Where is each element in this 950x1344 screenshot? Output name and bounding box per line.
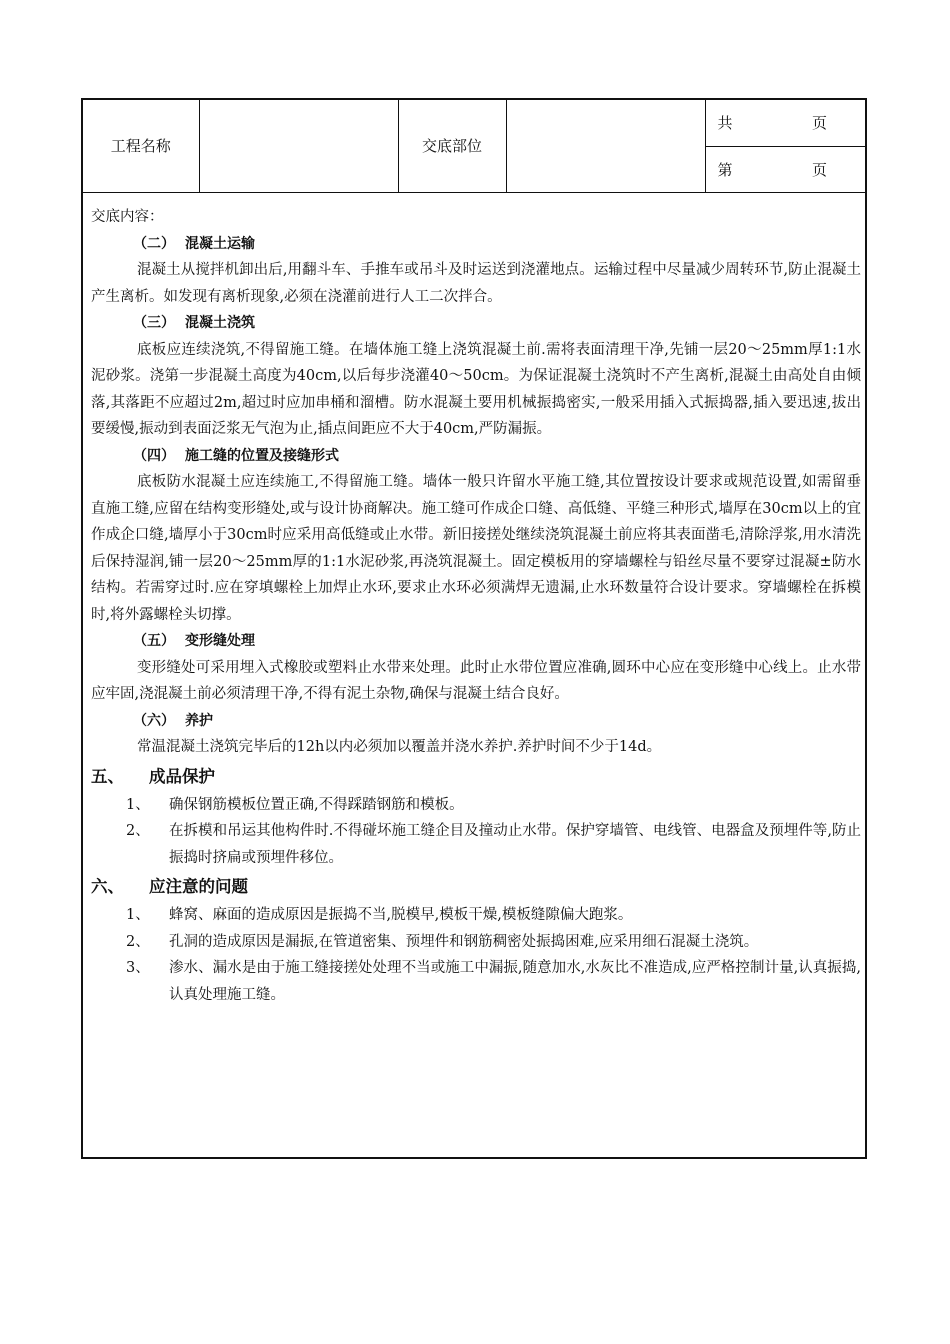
section-number: 六、	[91, 877, 124, 896]
list-item-number: 2、	[126, 823, 150, 839]
subsection-number: （三）	[133, 315, 175, 331]
part-field[interactable]	[506, 100, 705, 192]
disclosure-content	[91, 204, 861, 1008]
subsection-title: 施工缝的位置及接缝形式	[185, 447, 339, 464]
total-pages-label-a: 共	[717, 114, 733, 133]
total-pages-cell	[705, 100, 865, 146]
list-item	[91, 929, 861, 956]
subsection-title: 混凝土浇筑	[185, 315, 255, 331]
list-item-number: 2、	[126, 933, 150, 950]
subsection-text: 底板防水混凝土应连续施工,不得留施工缝。墙体一般只许留水平施工缝,其位置按设计要求或规范设置,如需留垂直施工缝,应留在结构变形缝处,或与设计协商解决。施工缝可作成企口缝、高低缝、平缝三种形式,墙厚在30cm以上的宜作成企口缝,墙厚小于30cm时应采用高低缝或止水带。新旧接搓处继续浇筑混凝土前应将其表面凿毛,清除浮浆,用水清洗后保持湿润,铺一层20～25mm厚的1:1水泥砂浆,再浇筑混凝土。固定模板用的穿墙螺栓与铅丝尽量不要穿过混凝±防水结构。若需穿过时.应在穿填螺栓上加焊止水环,要求止水环必须满焊无遗漏,止水环数量符合设计要求。穿墙螺栓在拆模时,将外露螺栓头切撑。	[91, 474, 861, 623]
subsection-number: （六）	[133, 712, 175, 729]
section-heading	[91, 761, 861, 792]
section-title: 应注意的问题	[149, 877, 248, 896]
subsection-number: （二）	[133, 235, 175, 252]
subsection-heading	[91, 443, 861, 470]
subsection-title: 变形缝处理	[185, 633, 255, 649]
total-pages-label-b: 页	[811, 114, 827, 133]
subsection-text: 常温混凝土浇筑完毕后的12h以内必须加以覆盖并浇水养护.养护时间不少于14d。	[137, 739, 662, 755]
list-item	[91, 955, 861, 1008]
page-number-label-b: 页	[811, 160, 827, 179]
header-table	[83, 100, 865, 193]
subsection-number: （四）	[133, 447, 175, 464]
page-number-cell	[705, 146, 865, 192]
subsection-heading	[91, 628, 861, 655]
section-heading	[91, 871, 861, 902]
subsection-number: （五）	[133, 633, 175, 649]
section-number: 五、	[91, 766, 124, 786]
list-item-text: 在拆模和吊运其他构件时.不得碰坏施工缝企目及撞动止水带。保护穿墙管、电线管、电器盒及预埋件等,防止振捣时挤扁或预埋件移位。	[169, 823, 861, 866]
subsection-text: 混凝土从搅拌机卸出后,用翻斗车、手推车或吊斗及时运送到浇灌地点。运输过程中尽量减少周转环节,防止混凝土产生离析。如发现有离析现象,必须在浇灌前进行人工二次拌合。	[91, 262, 861, 305]
list-item-number: 3、	[126, 960, 150, 976]
list-item	[91, 792, 861, 819]
list-item-text: 确保钢筋模板位置正确,不得踩踏钢筋和模板。	[169, 796, 464, 813]
list-item-text: 孔洞的造成原因是漏振,在管道密集、预埋件和钢筋稠密处振捣困难,应采用细石混凝土浇筑。	[169, 933, 759, 950]
page-number-label-a: 第	[717, 160, 733, 179]
subsection-text: 底板应连续浇筑,不得留施工缝。在墙体施工缝上浇筑混凝土前.需将表面清理干净,先铺一层20～25mm厚1:1水泥砂浆。浇第一步混凝土高度为40cm,以后每步浇灌40～50cm。为保证混凝土浇筑时不产生离析,混凝土由高处自由倾落,其落距不应超过2m,超过时应加串桶和溜槽。防水混凝土要用机械振捣密实,一般采用插入式振捣器,插入要迅速,拔出要缓慢,振动到表面泛浆无气泡为止,插点间距应不大于40cm,严防漏振。	[91, 341, 861, 437]
subsection-heading	[91, 310, 861, 337]
disclosure-form	[81, 98, 867, 1159]
subsection-heading	[91, 708, 861, 735]
part-label: 交底部位	[398, 100, 506, 192]
list-item-text: 渗水、漏水是由于施工缝接搓处处理不当或施工中漏振,随意加水,水灰比不准造成,应严格控制计量,认真振捣,认真处理施工缝。	[169, 960, 861, 1003]
list-item	[91, 902, 861, 929]
subsection-title: 混凝土运输	[185, 235, 255, 252]
list-item-text: 蜂窝、麻面的造成原因是振捣不当,脱模早,模板干燥,模板缝隙偏大跑浆。	[169, 907, 633, 923]
project-name-label: 工程名称	[83, 100, 199, 192]
subsection-heading	[91, 231, 861, 258]
list-item-number: 1、	[126, 796, 150, 813]
section-title: 成品保护	[149, 766, 215, 786]
list-item-number: 1、	[126, 907, 150, 923]
subsection-text: 变形缝处可采用埋入式橡胶或塑料止水带来处理。此时止水带位置应准确,圆环中心应在变形缝中心线上。止水带应牢固,浇混凝土前必须清理干净,不得有泥土杂物,确保与混凝土结合良好。	[91, 659, 861, 702]
content-intro: 交底内容：	[91, 209, 164, 225]
project-name-field[interactable]	[199, 100, 398, 192]
list-item	[91, 818, 861, 871]
subsection-title: 养护	[185, 712, 213, 729]
